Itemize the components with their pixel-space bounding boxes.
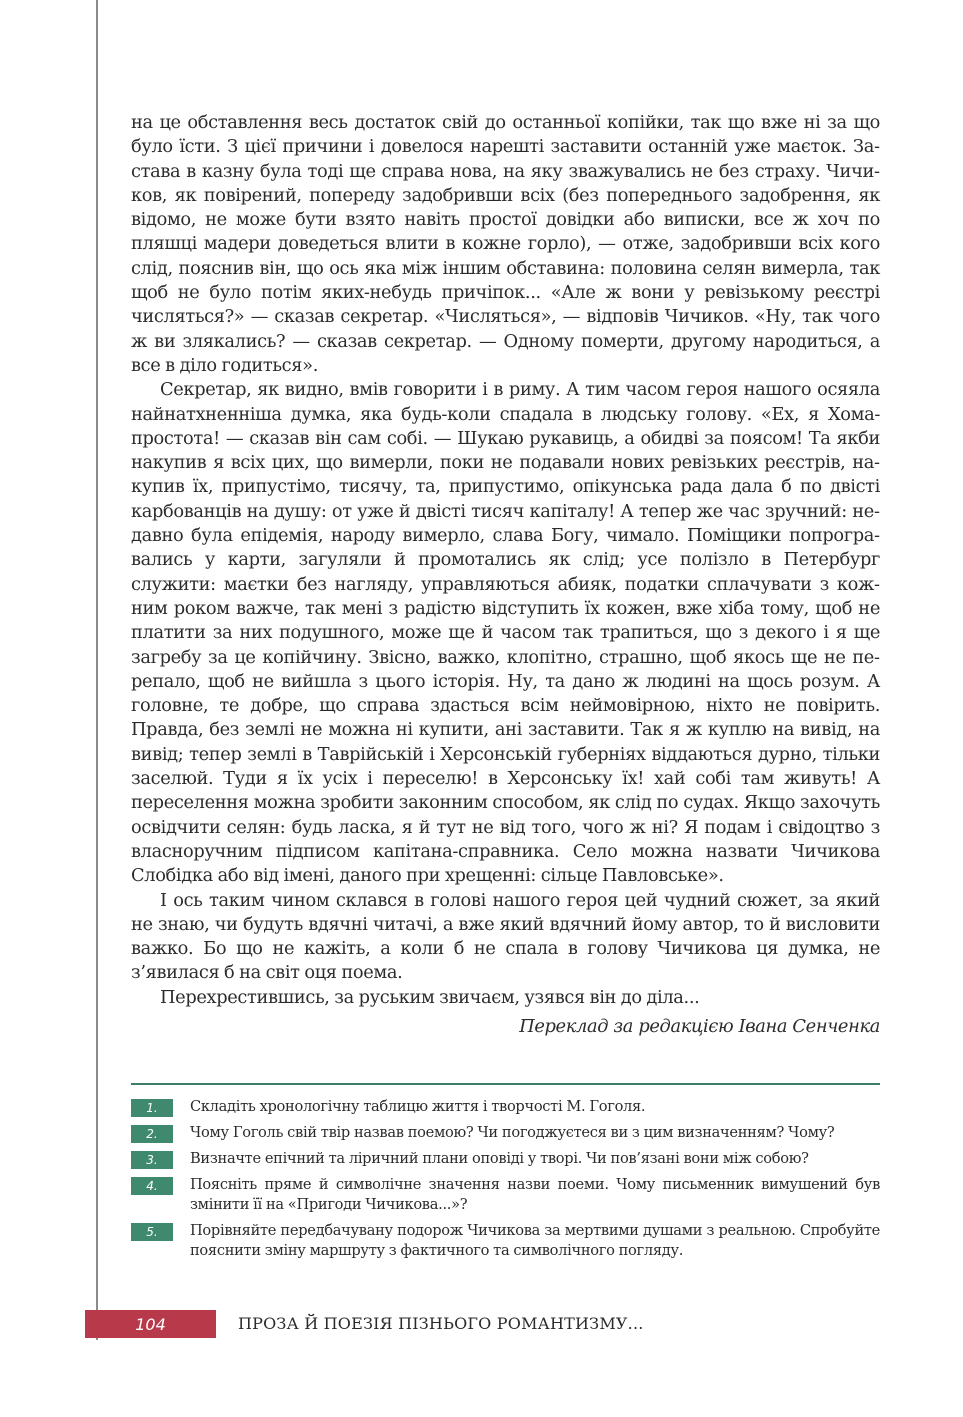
question-number-badge: 5. xyxy=(131,1223,173,1241)
running-section-title: ПРОЗА Й ПОЕЗІЯ ПІЗНЬОГО РОМАНТИЗМУ... xyxy=(238,1314,644,1333)
question-item xyxy=(131,1123,880,1143)
questions-divider xyxy=(131,1083,880,1085)
question-item xyxy=(131,1175,880,1215)
left-margin-rule xyxy=(96,0,98,1340)
question-item xyxy=(131,1221,880,1261)
paragraph-3: І ось таким чином склався в голові нашого героя цей чудний сюжет, за який не знаю, чи будуть вдячні читачі, а вже який вдячний йому автор, то й висловити важко. Бо що не кажіть, а коли б не спала в голову Чичикова ця думка, не з’явилася б на світ оця поема. xyxy=(131,889,880,984)
paragraph-4: Перехрестившись, за руським звичаєм, узявся він до діла... xyxy=(160,986,700,1008)
question-number-badge: 3. xyxy=(131,1151,173,1169)
paragraph-1: на це обставлення весь достаток свій до останньої копійки, так що вже ні за що було їсти. З цієї причини і довелося нарешті заставити останній уже маєток. Застава в казну була тоді ще справа нова, на яку зважувались не без страху. Чичиков, як повірений, попереду задобривши всіх (без попереднього задобрення, як відомо, не може бути взято навіть простої довідки або виписки, все ж хоч по пляшці мадери доведеться влити в кожне горло), — отже, задобривши всіх кого слід, пояснив він, що ось яка між іншим обставина: половина селян вимерла, так щоб не було потім яких-небудь причіпок... «Але ж вони у ревізькому реєстрі числяться?» — сказав секретар. «Числяться», — відповів Чичиков. «Ну, так чого ж ви злякались? — сказав секретар. — Одному померти, другому народиться, а все в діло годиться». xyxy=(131,112,880,376)
question-item xyxy=(131,1149,880,1169)
main-text-block xyxy=(131,111,880,1039)
question-text: Складіть хронологічну таблицю життя і творчості М. Гоголя. xyxy=(190,1098,646,1115)
page-number: 104 xyxy=(135,1314,166,1334)
question-text: Визначте епічний та ліричний плани оповіді у творі. Чи пов’язані вони між собою? xyxy=(190,1150,809,1167)
paragraph-2: Секретар, як видно, вмів говорити і в риму. А тим часом героя нашого осяяла найнатхненніша думка, яка будь-коли спадала в людську голову. «Ех, я Хома-простота! — сказав він сам собі. — Шукаю рукавиць, а обидві за поясом! Та якби накупив я всіх цих, що вимерли, поки не подавали нових ревізьких реєстрів, накупив їх, припустімо, тисячу, та, припустимо, опікунська рада дала б по двісті карбованців на душу: от уже й двісті тисяч капіталу! А тепер же час зручний: недавно була епідемія, народу вимерло, слава Богу, чимало. Поміщики попрогравались у карти, загуляли й промотались як слід; усе полізло в Петербург служити: маєтки без нагляду, управляються абияк, податки сплачувати з кожним роком важче, так мені з радістю відступить їх кожен, вже хіба тому, щоб не платити за них подушного, може ще й часом так трапиться, що з декого і я ще загребу за це копійчину. Звісно, важко, клопітно, страшно, щоб якось ще не перепало, щоб не вийшла з цього історія. Ну, та дано ж людині на щось розум. А головне, те добре, що справа здасться всім неймовірною, ніхто не повірить. Правда, без землі не можна ні купити, ані заставити. Так я ж куплю на вивід, на вивід; тепер землі в Таврійській і Херсонській губерніях віддаються дурно, тільки заселюй. Туди я їх усіх і переселю! в Херсонську їх! хай собі там живуть! А переселення можна зробити законним способом, як слід по судах. Якщо захочуть освідчити селян: будь ласка, я й тут не від того, чого ж ні? Я подам і свідоцтво з власноручним підписом капітана-справника. Село можна назвати Чичикова Слобідка або від імені, даного при хрещенні: сільце Павловське». xyxy=(131,379,880,887)
question-text: Порівняйте передбачувану подорож Чичикова за мертвими душами з реальною. Спробуйте пояснити зміну маршруту з фактичного та символічного погляду. xyxy=(190,1222,880,1259)
question-number-badge: 4. xyxy=(131,1177,173,1195)
question-text: Поясніть пряме й символічне значення назви поеми. Чому письменник вимушений був змінити її на «Пригоди Чичикова...»? xyxy=(190,1176,880,1213)
translation-credit: Переклад за редакцією Івана Сенченка xyxy=(519,1015,880,1037)
question-number-badge: 1. xyxy=(131,1099,173,1117)
question-item xyxy=(131,1097,880,1117)
question-number-badge: 2. xyxy=(131,1125,173,1143)
page-number-badge xyxy=(85,1310,216,1338)
questions-list xyxy=(131,1097,880,1267)
question-text: Чому Гоголь свій твір назвав поемою? Чи погоджуєтеся ви з цим визначенням? Чому? xyxy=(190,1124,835,1141)
